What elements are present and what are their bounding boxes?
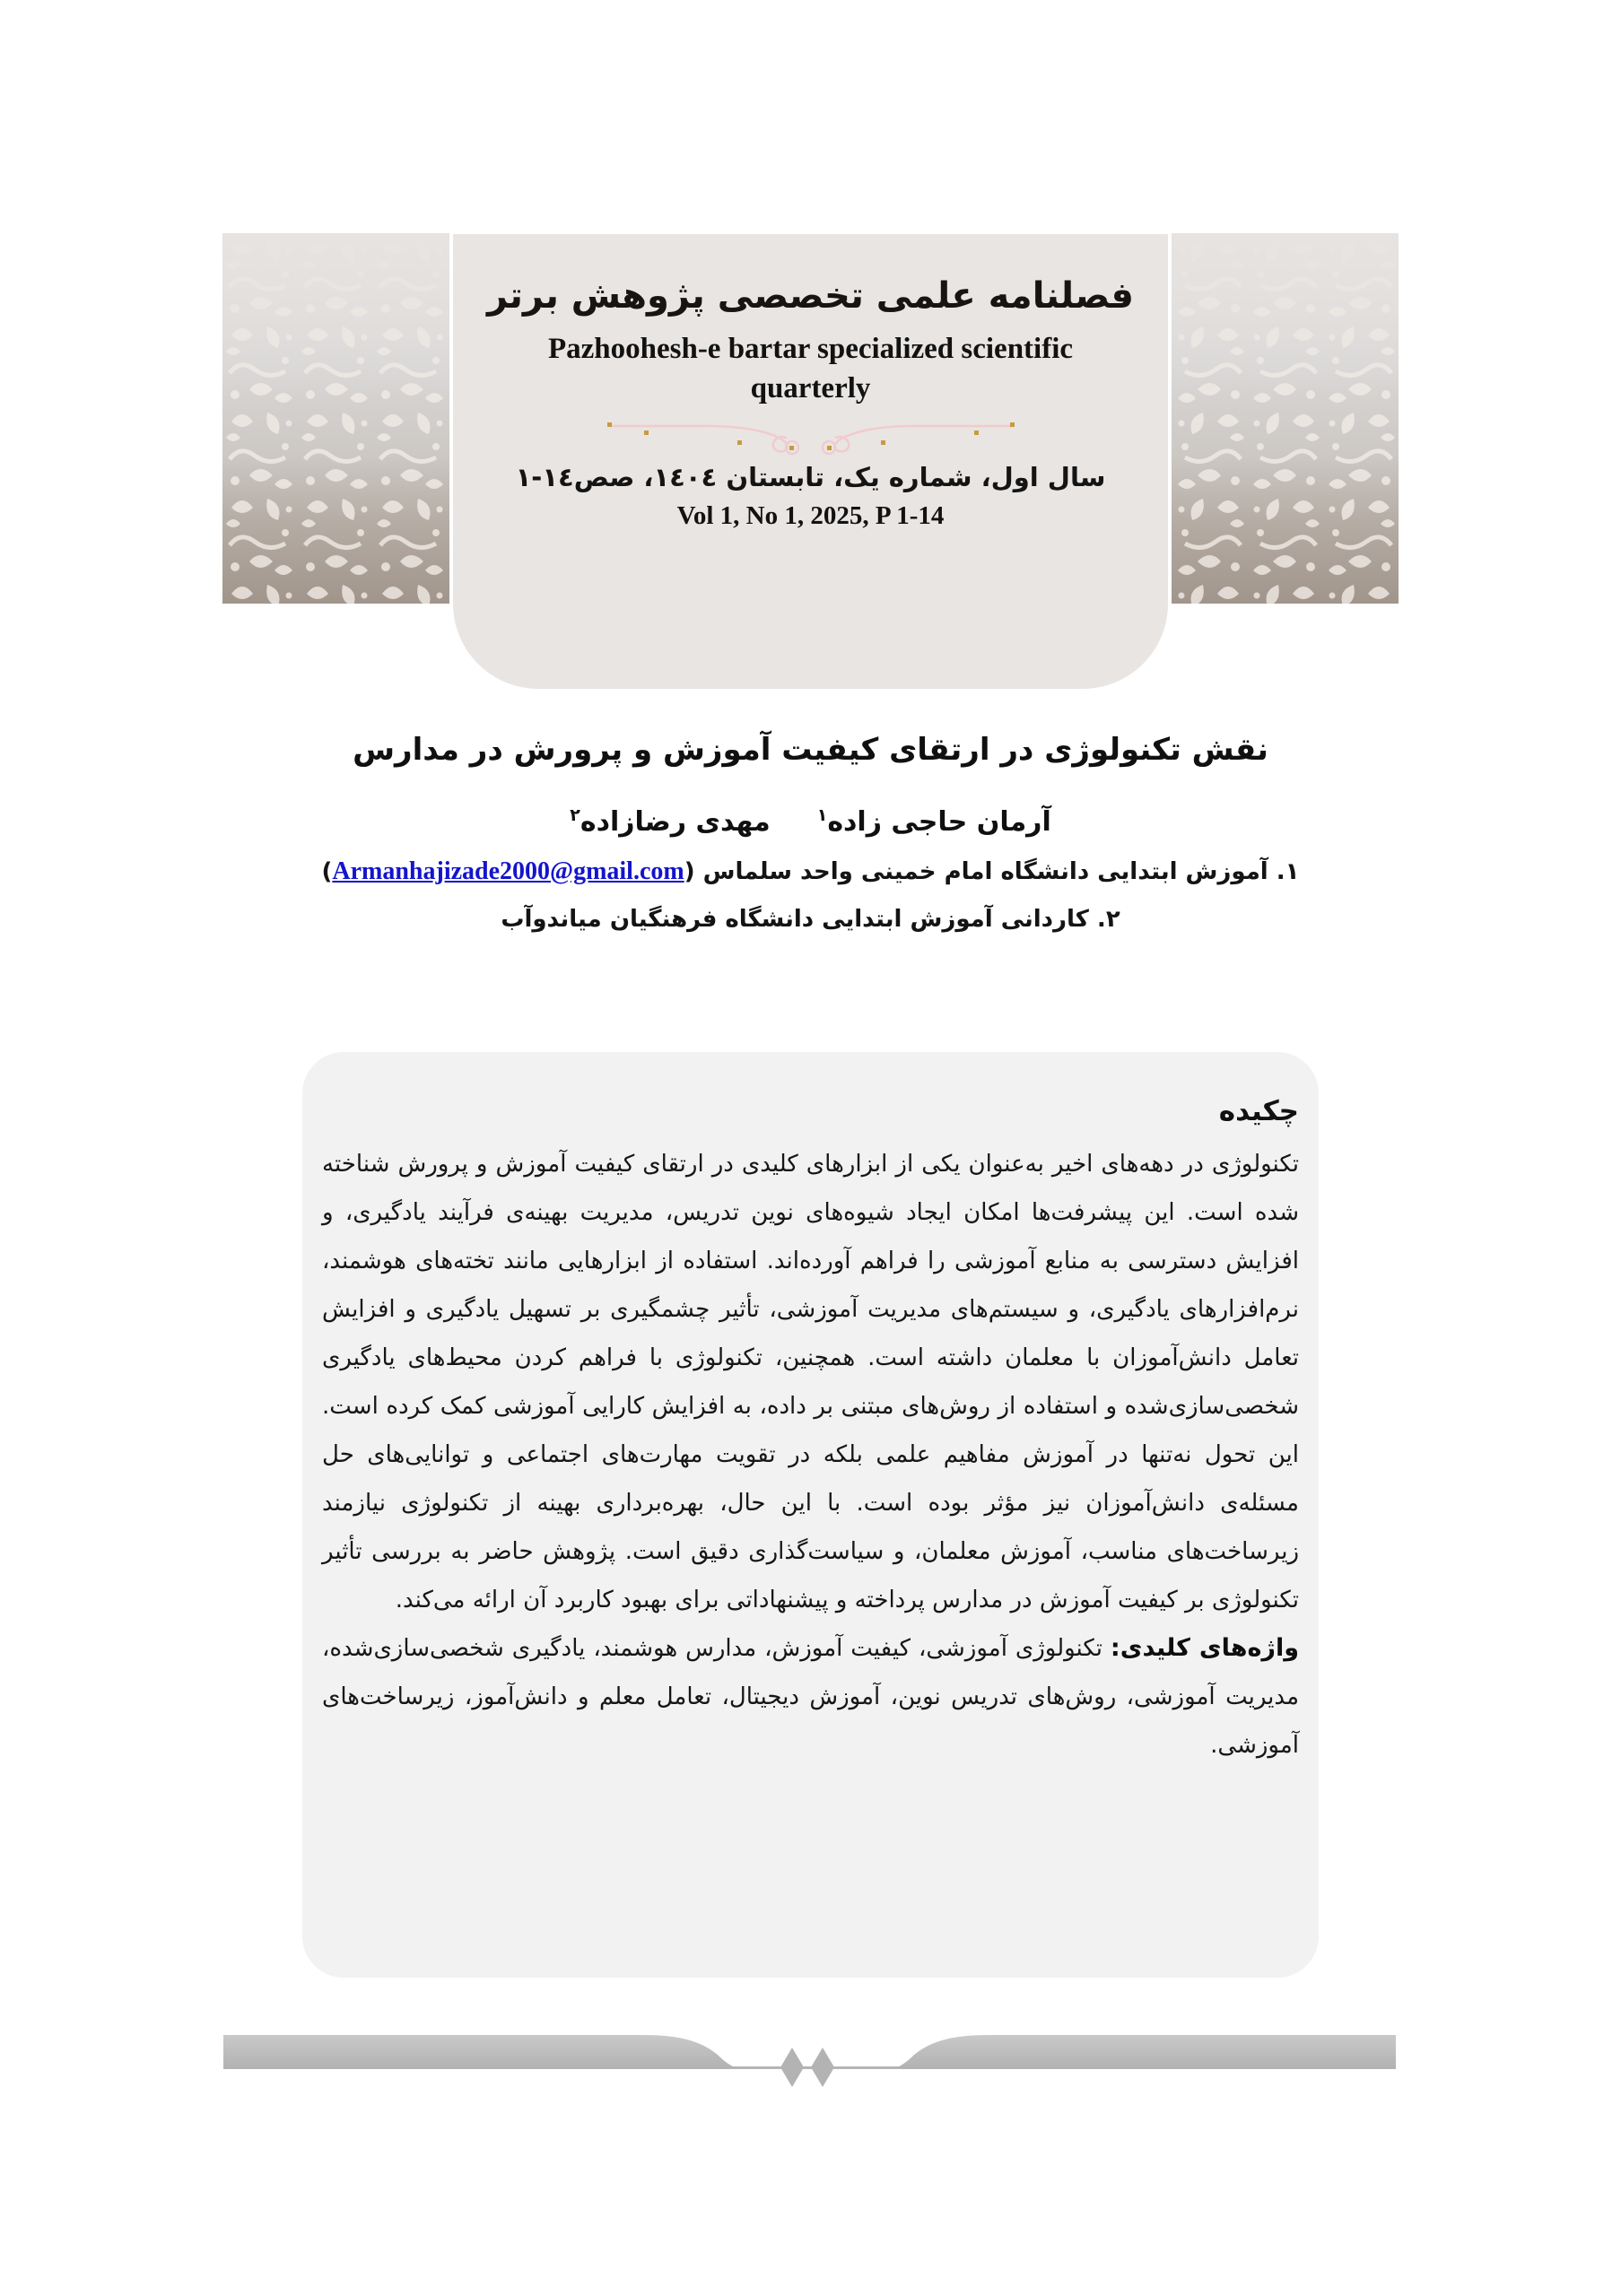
affiliation-2: ٢. کاردانی آموزش ابتدایی دانشگاه فرهنگیان میاندوآب [501, 906, 1120, 933]
affiliation-1-closing: ) [321, 858, 333, 885]
author-2-affiliation-mark: ٢ [570, 805, 580, 825]
issue-line-fa: سال اول، شماره یک، تابستان ١٤٠٤، صص١٤-١ [515, 462, 1106, 492]
article-title: نقش تکنولوژی در ارتقای کیفیت آموزش و پرورش در مدارس [353, 732, 1268, 768]
keywords-paragraph [322, 1624, 1299, 1770]
author-1: آرمان حاجی زاده$^١$ [816, 805, 1051, 838]
footer-ornament [223, 2032, 1396, 2099]
flourish-icon [605, 419, 1017, 457]
abstract-box [302, 1052, 1319, 1978]
affiliation-1 [0, 857, 1621, 886]
keywords-text: تکنولوژی آموزشی، کیفیت آموزش، مدارس هوشمند، یادگیری شخصی‌سازی‌شده، مدیریت آموزشی، روش‌های تدریس نوین، آموزش دیجیتال، تعامل معلم و دانش‌آموز، زیرساخت‌های آموزشی. [322, 1635, 1299, 1759]
authors-line [0, 805, 1621, 838]
affiliation-1-text: ١. آموزش ابتدایی دانشگاه امام خمینی واحد سلماس ( [684, 858, 1300, 885]
abstract-body: تکنولوژی در دهه‌های اخیر به‌عنوان یکی از ابزارهای کلیدی در ارتقای کیفیت آموزش و پرورش شناخته شده است. این پیشرفت‌ها امکان ایجاد شیوه‌های نوین تدریس، مدیریت بهینه‌ی فرآیند یادگیری، و افزایش دسترسی به منابع آموزشی را فراهم آورده‌اند. استفاده از ابزارهایی مانند تخته‌های هوشمند، نرم‌افزارهای یادگیری، و سیستم‌های مدیریت آموزشی، تأثیر چشمگیری بر تسهیل یادگیری و افزایش تعامل دانش‌آموزان با معلمان داشته است. همچنین، تکنولوژی با فراهم کردن محیط‌های یادگیری شخصی‌سازی‌شده و استفاده از روش‌های مبتنی بر داده، به افزایش کارایی آموزشی کمک کرده است. این تحول نه‌تنها در آموزش مفاهیم علمی بلکه در تقویت مهارت‌های اجتماعی و توانایی‌های حل مسئله‌ی دانش‌آموزان نیز مؤثر بوده است. با این حال، بهره‌برداری بهینه از تکنولوژی نیازمند زیرساخت‌های مناسب، آموزش معلمان، و سیاست‌گذاری دقیق است. پژوهش حاضر به بررسی تأثیر تکنولوژی بر کیفیت آموزش در مدارس پرداخته و پیشنهاداتی برای بهبود کاربرد آن ارائه می‌کند. [322, 1151, 1299, 1613]
divider-ornament [605, 419, 1017, 457]
floral-pattern-right [1172, 233, 1399, 604]
author-2: مهدی رضازاده$^٢$ [570, 805, 771, 838]
keywords-label: واژه‌های کلیدی: [1110, 1634, 1299, 1662]
journal-title-en: Pazhoohesh-e bartar specialized scientific quarterly [547, 333, 1074, 404]
journal-title-fa: فصلنامه علمی تخصصی پژوهش برتر [487, 275, 1134, 317]
issue-line-en: Vol 1, No 1, 2025, P 1-14 [676, 501, 945, 530]
author-1-affiliation-mark: ١ [816, 805, 828, 825]
journal-header-box [453, 234, 1168, 689]
floral-pattern-left [222, 233, 449, 604]
abstract-heading: چکیده [1218, 1095, 1299, 1127]
author-email-link[interactable]: Armanhajizade2000@gmail.com [332, 857, 684, 885]
